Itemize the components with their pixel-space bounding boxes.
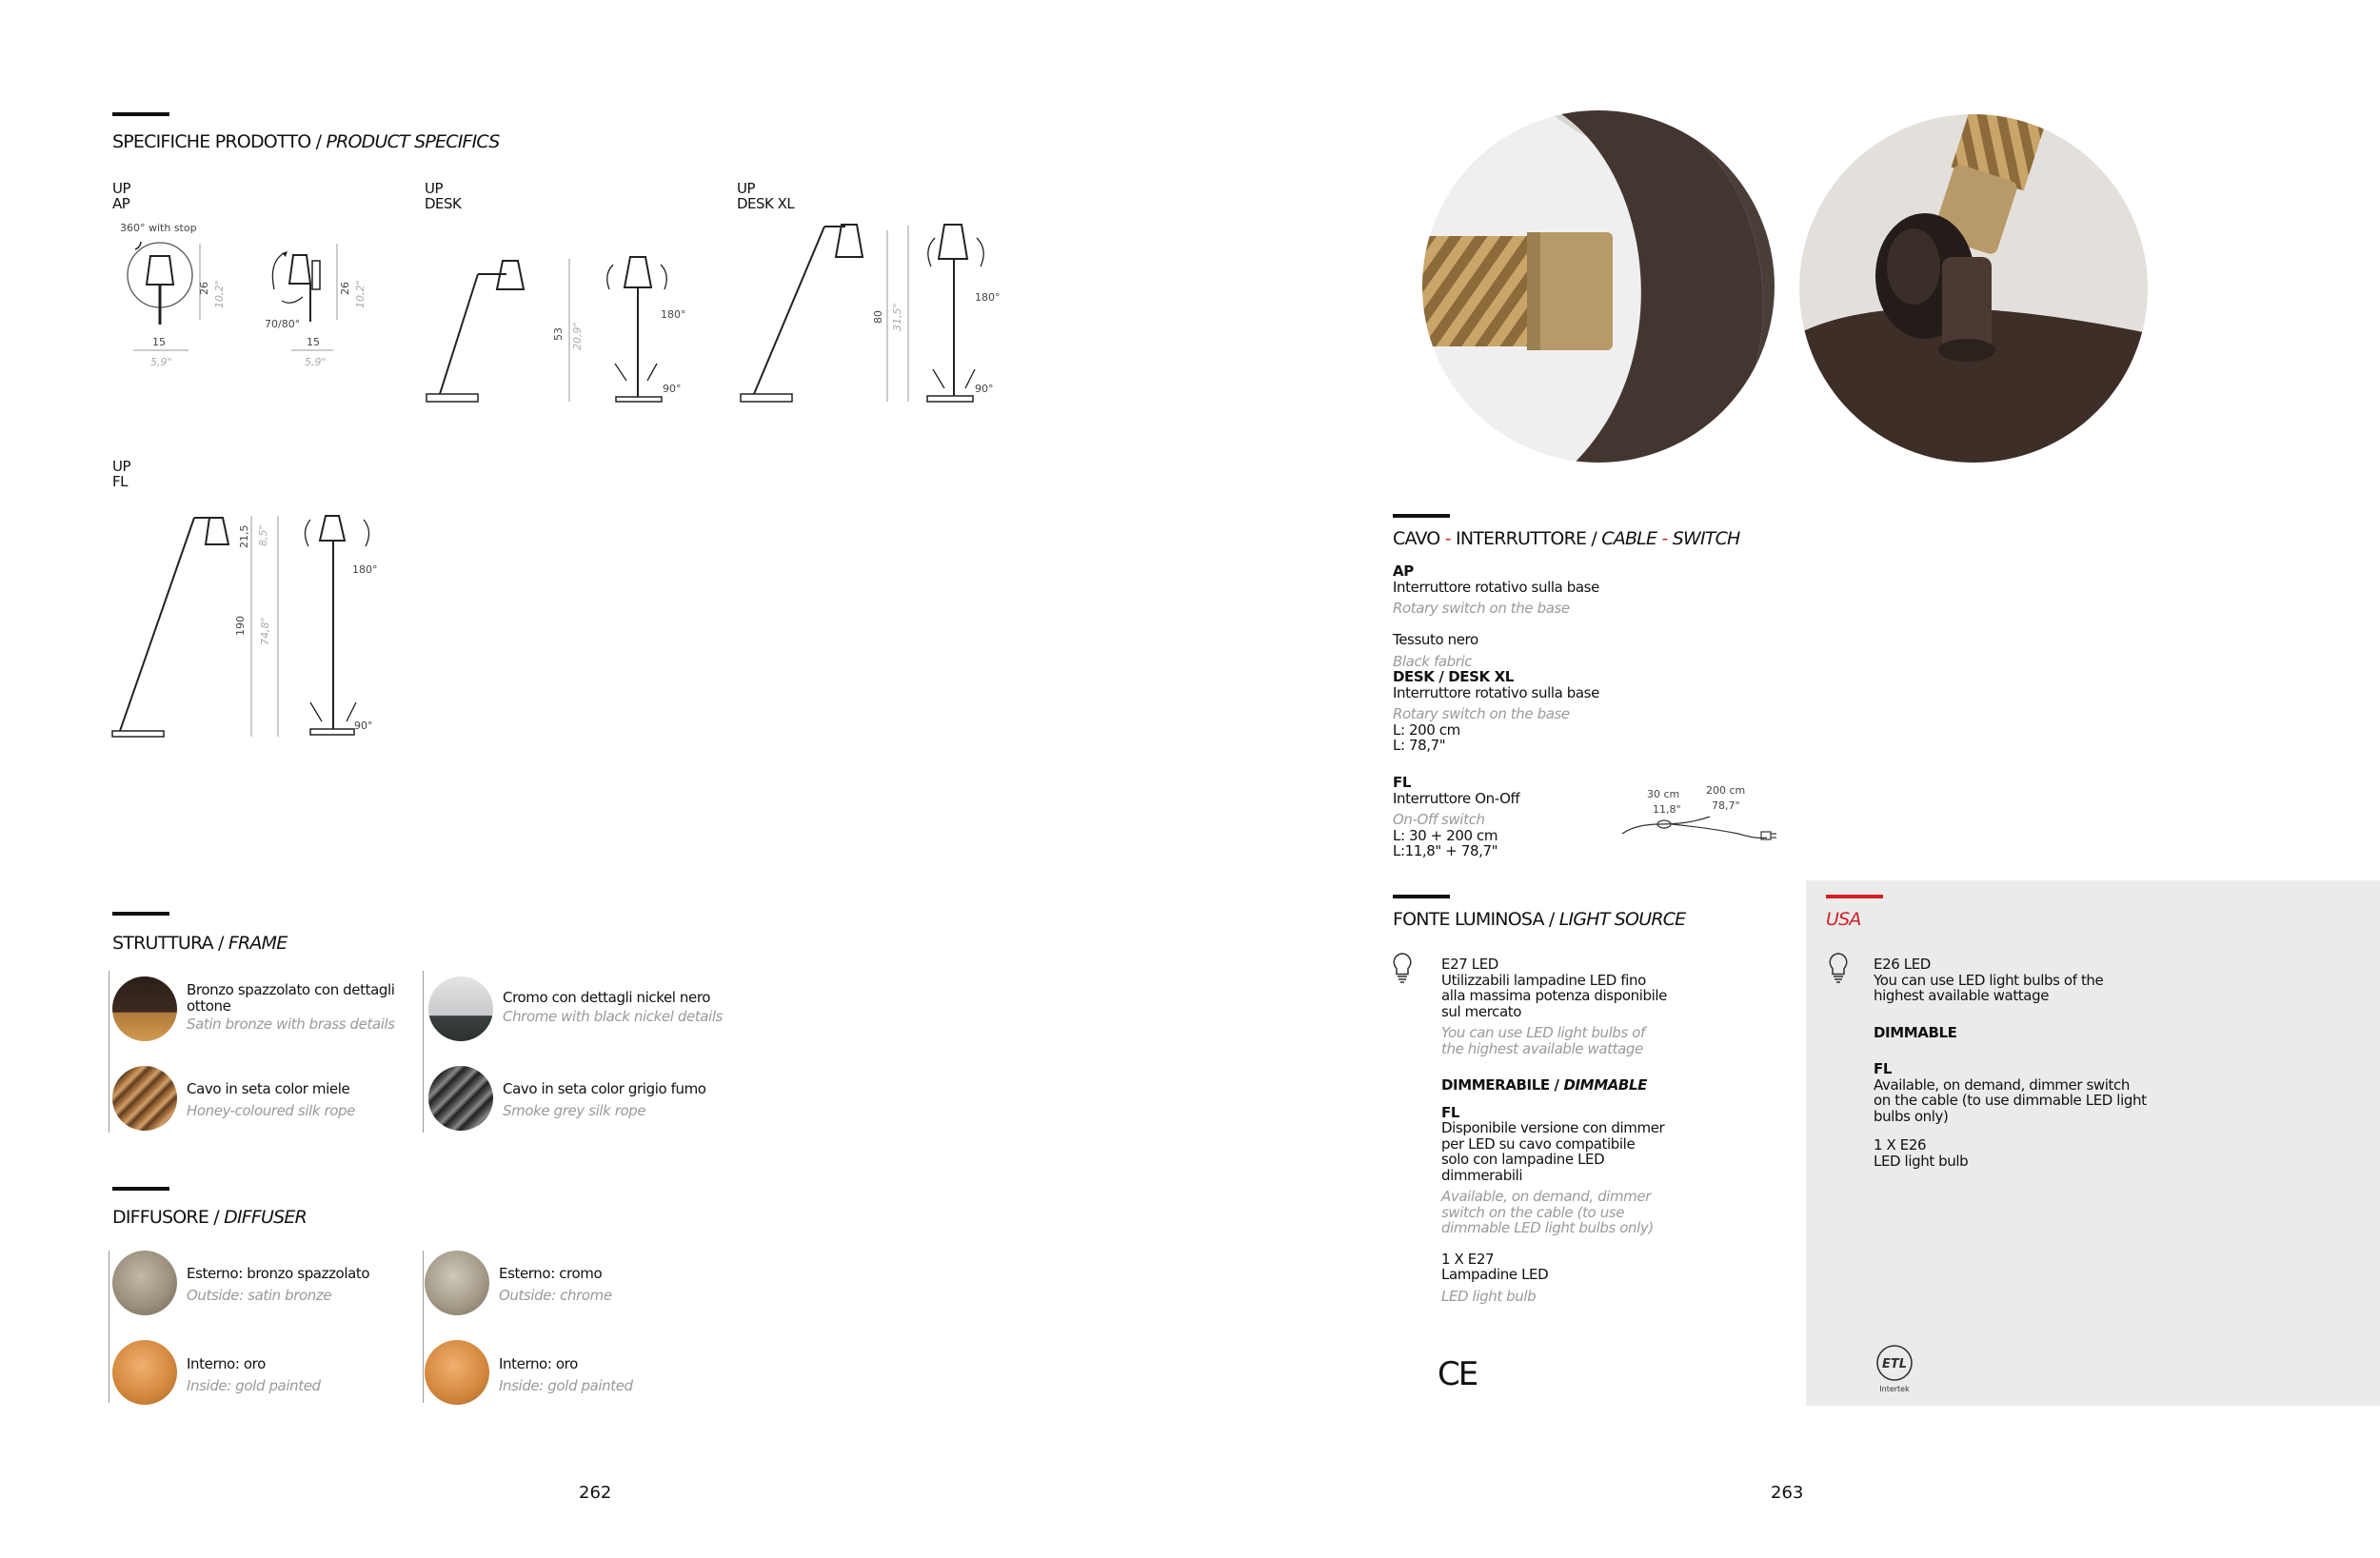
desk-rot: 180° (661, 308, 686, 321)
swatch-inside-gold-2 (425, 1340, 489, 1405)
usa-block: E26 LED You can use LED light bulbs of the highest available wattage DIMMABLE FL Available, on demand, dimmer switch on the cable (to use dimmable LED light bulbs only) 1 X E26 LED light bulb (1874, 956, 2147, 1170)
desk-xl-height-in: 31,5" (891, 303, 903, 331)
usa-title: USA (1826, 909, 1861, 930)
usa-rule (1826, 895, 1883, 898)
frame-item-2: Cromo con dettagli nickel nero Chrome with black nickel details (503, 989, 724, 1025)
etl-sub: Intertek (1879, 1385, 1910, 1393)
desk-xl-rot: 180° (975, 291, 1001, 304)
cable-diag-a-cm: 30 cm (1647, 788, 1680, 800)
fl-rot: 180° (352, 563, 378, 576)
frame-divider-mid (423, 971, 424, 1133)
diffuser-item-2: Esterno: cromo Outside: chrome (499, 1265, 612, 1304)
diffuser-item-1: Esterno: bronzo spazzolato Outside: satin bronze (187, 1265, 370, 1304)
page-number-left: 262 (579, 1483, 612, 1503)
cable-ap-block: AP Interruttore rotativo sulla base Rotary switch on the base (1393, 562, 1599, 617)
drawing-desk-xl (731, 221, 1026, 411)
desk-xl-height-cm: 80 (872, 310, 884, 324)
swatch-chrome (428, 976, 493, 1041)
photo-joint-detail (1799, 114, 2148, 463)
ap-width-in: 5,9" (150, 356, 172, 368)
diffuser-rule (112, 1187, 169, 1191)
bulb-icon (1392, 952, 1413, 984)
ap-width-cm: 15 (152, 336, 166, 348)
desk-xl-tilt: 90° (975, 383, 994, 395)
etl-text: ETL (1881, 1357, 1908, 1371)
swatch-honey-rope (112, 1066, 177, 1131)
ap-tilt: 70/80° (265, 318, 301, 330)
drawing-ap (105, 215, 390, 377)
ap-rotation-label: 360° with stop (120, 222, 197, 234)
swatch-satin-bronze (112, 976, 177, 1041)
frame-item-4: Cavo in seta color grigio fumo Smoke grey silk rope (503, 1080, 706, 1119)
specs-rule (112, 112, 169, 116)
diffuser-heading: DIFFUSORE / DIFFUSER (112, 1207, 307, 1228)
frame-heading: STRUTTURA / FRAME (112, 933, 288, 954)
diffuser-divider-mid (423, 1251, 424, 1403)
diffuser-item-4: Interno: oro Inside: gold painted (499, 1355, 633, 1394)
drawing-desk (419, 249, 704, 411)
swatch-outside-bronze (112, 1251, 177, 1315)
cable-rule (1393, 514, 1450, 518)
cable-heading: CAVO - INTERRUTTORE / CABLE - SWITCH (1393, 528, 1740, 549)
cable-fl-block: FL Interruttore On-Off On-Off switch L: 30 + 200 cm L:11,8" + 78,7" (1393, 774, 1520, 859)
ce-mark: CE (1438, 1355, 1478, 1393)
ap2-width-in: 5,9" (305, 356, 327, 368)
fl-height-cm: 190 (234, 616, 247, 636)
light-heading: FONTE LUMINOSA / LIGHT SOURCE (1393, 909, 1686, 930)
diffuser-item-3: Interno: oro Inside: gold painted (187, 1355, 321, 1394)
light-rule (1393, 895, 1450, 898)
fl-head-in: 8,5" (257, 524, 269, 546)
ap2-height-in: 10,2" (354, 280, 367, 308)
cable-diag-a-in: 11,8" (1653, 803, 1681, 816)
photo-rope-detail (1422, 110, 1775, 463)
cable-diag-b-cm: 200 cm (1706, 784, 1746, 797)
swatch-smoke-rope (428, 1066, 493, 1131)
desk-height-in: 20,9" (571, 322, 584, 350)
ap-height-cm: 26 (198, 282, 210, 295)
fl-head-cm: 21,5 (238, 524, 250, 548)
cable-diag-b-in: 78,7" (1712, 799, 1740, 812)
fl-height-in: 74,8" (259, 617, 271, 645)
model-label-desk-xl: UP DESK XL (737, 180, 795, 212)
page-number-right: 263 (1771, 1483, 1804, 1503)
swatch-inside-gold (112, 1340, 177, 1405)
ap-height-in: 10,2" (213, 280, 226, 308)
model-label-desk: UP DESK (425, 180, 462, 212)
ap2-height-cm: 26 (339, 282, 351, 295)
etl-certification-icon (1874, 1342, 1917, 1393)
specs-heading: SPECIFICHE PRODOTTO / PRODUCT SPECIFICS (112, 131, 500, 152)
ap2-width-cm: 15 (307, 336, 320, 348)
desk-tilt: 90° (663, 383, 682, 395)
drawing-fl (107, 512, 392, 740)
desk-height-cm: 53 (552, 327, 565, 341)
swatch-outside-chrome (425, 1251, 489, 1315)
usa-bulb-icon (1828, 952, 1849, 984)
frame-rule (112, 912, 169, 916)
frame-item-1: Bronzo spazzolato con dettagli ottone Satin bronze with brass details (187, 981, 395, 1033)
cable-diagram (1618, 780, 1780, 857)
light-eu-block: E27 LED Utilizzabili lampadine LED fino alla massima potenza disponibile sul mercato You can use LED light bulbs of the highest available wattage DIMMERABILE / DIMMABLE FL Disponibile versione con dimmer per LED su cavo compatibile solo con lampadine LED dimmerabili Available, on demand, dimmer switch on the cable (to use dimmable LED light bulbs only) 1 X E27 Lampadine LED LED light bulb (1441, 956, 1667, 1305)
model-label-ap: UP AP (112, 180, 131, 212)
model-label-fl: UP FL (112, 458, 131, 490)
cable-desk-block: Tessuto nero Black fabric DESK / DESK XL Interruttore rotativo sulla base Rotary switch on the base L: 200 cm L: 78,7" (1393, 631, 1599, 754)
fl-tilt: 90° (354, 720, 373, 732)
frame-item-3: Cavo in seta color miele Honey-coloured silk rope (187, 1080, 356, 1119)
